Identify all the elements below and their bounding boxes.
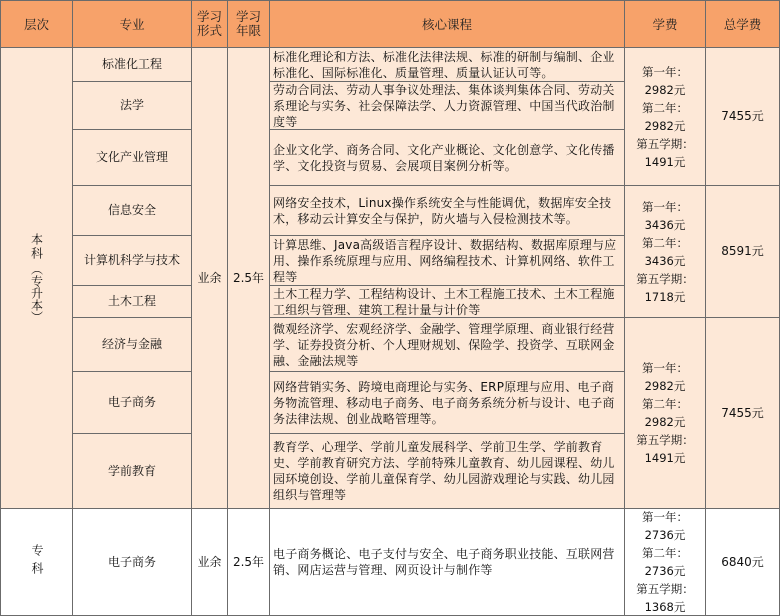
fee-label: 第五学期： — [636, 136, 694, 151]
fee-value: 3436元 — [644, 253, 686, 268]
major-name: 计算机科学与技术 — [83, 253, 180, 267]
fee-value: 2982元 — [644, 118, 686, 133]
benke-study-form — [192, 48, 228, 509]
fee-label: 第五学期： — [636, 433, 694, 447]
course-text: 网络安全技术，Linux操作系统安全与性能调优，数据库安全技术，移动云计算安全与保护，防火墙与入侵检测技术等。 — [273, 195, 612, 226]
courses-ecommerce — [270, 372, 625, 434]
course-text: 电子商务概论、电子支付与安全、电子商务职业技能、互联网营销、网店运营与管理、网页设计与制作等 — [273, 547, 615, 577]
fee-label: 第二年： — [642, 235, 688, 250]
fee-group-1 — [625, 48, 706, 186]
major-standardization — [73, 48, 192, 82]
fee-value: 2736元 — [644, 528, 686, 542]
major-name: 土木工程 — [107, 294, 156, 308]
total-fee-value: 8591元 — [721, 244, 764, 258]
major-preschool-education — [73, 434, 192, 509]
benke-study-years-text: 2.5年 — [232, 270, 265, 285]
major-culture-industry — [73, 130, 192, 186]
fee-value: 1491元 — [644, 451, 686, 465]
course-text: 标准化理论和方法、标准化法律法规、标准的研制与编制、企业标准化、国际标准化、质量管理、质量认证认可等。 — [273, 49, 615, 80]
course-text: 网络营销实务、跨境电商理论与实务、ERP原理与应用、电子商务物流管理、移动电子商务、电子商务系统分析与设计、电子商务法律法规、创业战略管理等。 — [273, 379, 615, 426]
courses-computer-science — [270, 236, 625, 286]
major-name: 学前教育 — [107, 463, 156, 478]
fee-group-2 — [625, 186, 706, 318]
benke-level-main: 本科 — [29, 233, 44, 261]
header-study-form-text: 学习形式 — [196, 9, 222, 38]
course-text: 劳动合同法、劳动人事争议处理法、集体谈判集体合同、劳动关系理论与实务、社会保障法学、人力资源管理、中国当代政治制度等 — [273, 82, 615, 129]
fee-label: 第一年： — [642, 64, 688, 79]
header-study-form — [192, 0, 228, 48]
courses-culture-industry — [270, 130, 625, 186]
course-text: 企业文化学、商务合同、文化产业概论、文化创意学、文化传播学、文化投资与贸易、会展项目案例分析等。 — [273, 142, 615, 173]
major-civil-engineering — [73, 286, 192, 318]
fee-label: 第二年： — [642, 100, 688, 115]
zhuanke-study-years-text: 2.5年 — [232, 554, 265, 569]
total-fee-group-1 — [706, 48, 780, 186]
header-major — [73, 0, 192, 48]
fee-value: 2982元 — [644, 82, 686, 97]
benke-study-years — [228, 48, 270, 509]
total-fee-value: 7455元 — [721, 405, 764, 420]
fee-label: 第一年： — [642, 199, 688, 214]
fee-label: 第二年： — [642, 546, 688, 560]
header-study-years — [228, 0, 270, 48]
major-computer-science — [73, 236, 192, 286]
benke-level — [0, 48, 73, 509]
total-fee-value: 6840元 — [721, 554, 764, 569]
courses-economics-finance — [270, 318, 625, 372]
header-core-courses — [270, 0, 625, 48]
courses-preschool-education — [270, 434, 625, 509]
header-major-text: 专业 — [119, 16, 145, 32]
fee-value: 1368元 — [644, 600, 686, 614]
major-info-security — [73, 186, 192, 236]
major-economics-finance — [73, 318, 192, 372]
benke-study-form-text: 业余 — [197, 270, 222, 285]
fee-label: 第一年： — [642, 361, 688, 375]
header-level — [0, 0, 73, 48]
total-fee-group-2 — [706, 186, 780, 318]
fee-value: 2982元 — [644, 415, 686, 429]
fee-value: 3436元 — [644, 217, 686, 232]
course-text: 土木工程力学、工程结构设计、土木工程施工技术、土木工程施工组织与管理、建筑工程计量与计价等 — [273, 286, 615, 317]
major-name: 文化产业管理 — [95, 150, 168, 164]
zhuanke-total-fee — [706, 509, 780, 616]
fee-group-3 — [625, 318, 706, 509]
header-total-tuition — [706, 0, 780, 48]
benke-level-sub: （专升本） — [29, 263, 44, 323]
total-fee-value: 7455元 — [721, 109, 764, 123]
zhuanke-courses — [270, 509, 625, 616]
major-ecommerce — [73, 372, 192, 434]
courses-law — [270, 82, 625, 130]
major-name: 经济与金融 — [101, 337, 162, 351]
course-text: 教育学、心理学、学前儿童发展科学、学前卫生学、学前教育史、学前教育研究方法、学前特殊儿童教育、幼儿园课程、幼儿园环境创设、学前儿童保育学、幼儿园游戏理论与实践、幼儿园组织与管理等 — [273, 440, 615, 502]
header-study-years-text: 学习年限 — [235, 9, 261, 38]
major-name: 标准化工程 — [101, 57, 162, 71]
fee-label: 第二年： — [642, 397, 688, 411]
courses-info-security — [270, 186, 625, 236]
fee-value: 1491元 — [644, 154, 686, 169]
courses-standardization — [270, 48, 625, 82]
header-core-courses-text: 核心课程 — [421, 16, 472, 32]
fee-label: 第五学期： — [636, 271, 694, 286]
major-name: 电子商务 — [107, 395, 156, 409]
major-name: 信息安全 — [107, 203, 156, 217]
header-tuition-text: 学费 — [652, 16, 678, 32]
zhuanke-study-form — [192, 509, 228, 616]
zhuanke-study-form-text: 业余 — [197, 554, 222, 569]
fee-label: 第一年： — [642, 510, 688, 524]
major-law — [73, 82, 192, 130]
fee-value: 2982元 — [644, 379, 686, 393]
zhuanke-level-text: 专科 — [30, 544, 44, 580]
courses-civil-engineering — [270, 286, 625, 318]
zhuanke-level — [0, 509, 73, 616]
fee-value: 2736元 — [644, 564, 686, 578]
header-tuition — [625, 0, 706, 48]
course-text: 微观经济学、宏观经济学、金融学、管理学原理、商业银行经营学、证券投资分析、个人理财规划、保险学、投资学、互联网金融、金融法规等 — [273, 321, 615, 368]
fee-value: 1718元 — [644, 289, 686, 304]
zhuanke-fee — [625, 509, 706, 616]
total-fee-group-3 — [706, 318, 780, 509]
header-level-text: 层次 — [23, 16, 49, 32]
zhuanke-study-years — [228, 509, 270, 616]
header-total-tuition-text: 总学费 — [723, 16, 762, 32]
fee-label: 第五学期： — [636, 582, 694, 596]
major-name: 法学 — [119, 98, 144, 112]
course-text: 计算思维、Java高级语言程序设计、数据结构、数据库原理与应用、操作系统原理与应用、网络编程技术、计算机网络、软件工程等 — [273, 237, 617, 284]
major-name: 电子商务 — [107, 554, 156, 569]
zhuanke-major — [73, 509, 192, 616]
